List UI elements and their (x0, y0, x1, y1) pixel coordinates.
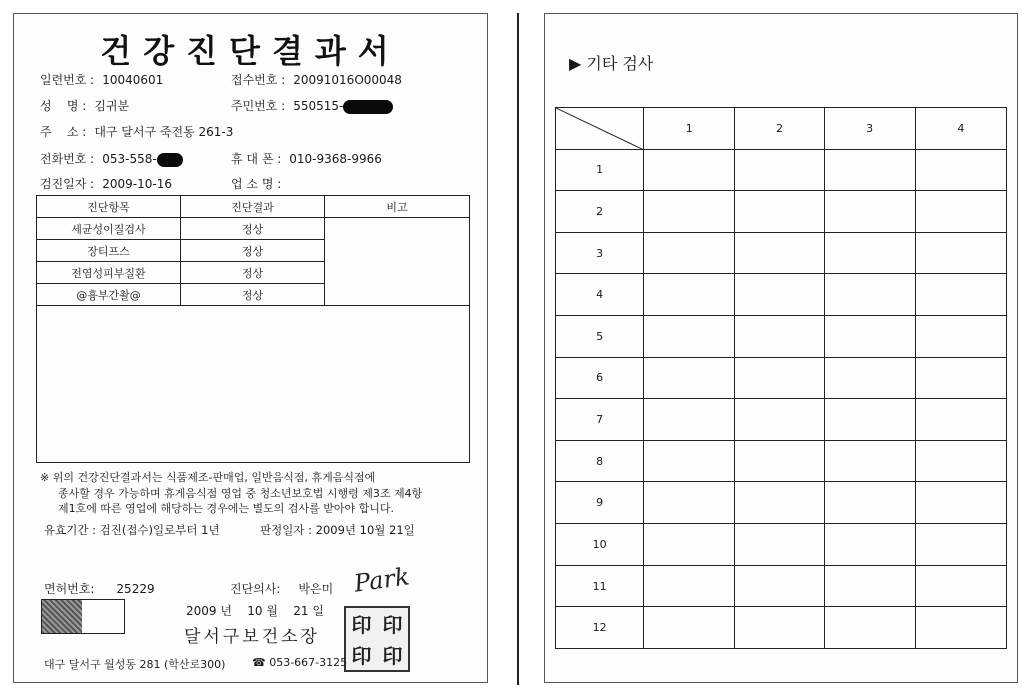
table-header-row (37, 196, 470, 218)
diagnosis-item: 전염성피부질환 (37, 262, 181, 284)
mobile-label: 휴 대 폰 : (231, 152, 282, 166)
diagnosis-item: 장티프스 (37, 240, 181, 262)
grid-cell (824, 274, 915, 316)
grid-row-header: 8 (556, 440, 644, 482)
other-tests-grid (555, 107, 1007, 649)
grid-column-header: 1 (644, 108, 735, 150)
grid-cell (915, 274, 1006, 316)
grid-cell (915, 399, 1006, 441)
grid-cell (824, 440, 915, 482)
resident-label: 주민번호 : (231, 99, 286, 113)
grid-row (556, 524, 1007, 566)
grid-cell (915, 149, 1006, 191)
receipt-value: 20091016O00048 (293, 73, 402, 87)
grid-row-header: 10 (556, 524, 644, 566)
grid-cell (644, 607, 735, 649)
exam-date-value: 2009-10-16 (102, 177, 172, 191)
header-item: 진단항목 (37, 196, 181, 218)
issue-year: 2009 (186, 604, 217, 618)
footer-address: 대구 달서구 월성동 281 (학산로300) (44, 658, 226, 671)
name-label: 성 명 : (40, 99, 87, 113)
grid-column-header: 2 (735, 108, 824, 150)
grid-cell (644, 274, 735, 316)
grid-cell (824, 149, 915, 191)
grid-cell (915, 191, 1006, 233)
serial-label: 일련번호 : (40, 73, 95, 87)
grid-cell (824, 565, 915, 607)
diagnosis-item: @흉부간촬@ (37, 284, 181, 306)
grid-row (556, 399, 1007, 441)
grid-cell (735, 274, 824, 316)
grid-cell (735, 316, 824, 358)
resident-value: 550515- (293, 99, 344, 113)
header-remark: 비고 (325, 196, 470, 218)
grid-cell (735, 399, 824, 441)
grid-cell (735, 149, 824, 191)
mobile-field (231, 150, 382, 167)
address-value: 대구 달서구 죽전동 261-3 (94, 125, 234, 139)
grid-cell (735, 440, 824, 482)
grid-cell (735, 482, 824, 524)
receipt-label: 접수번호 : (231, 73, 286, 87)
grid-column-header: 4 (915, 108, 1006, 150)
grid-cell (644, 524, 735, 566)
grid-row-header: 12 (556, 607, 644, 649)
footer-phone: ☎ 053-667-3125 (252, 656, 348, 669)
license-value: 25229 (116, 582, 155, 596)
grid-row (556, 316, 1007, 358)
grid-cell (735, 357, 824, 399)
grid-row-header: 3 (556, 232, 644, 274)
receipt-number (231, 71, 402, 88)
grid-cell (644, 565, 735, 607)
grid-cell (644, 357, 735, 399)
seal-glyph: 印 (382, 613, 403, 637)
diagnosis-result: 정상 (181, 262, 325, 284)
blank-area-row (37, 306, 470, 463)
notice-line-2: 종사할 경우 가능하며 휴게음식점 영업 중 청소년보호법 시행령 제3조 제4항 (58, 486, 423, 500)
validity-period: 유효기간 : 검진(접수)일로부터 1년 (44, 523, 220, 537)
issue-month-unit: 월 (266, 604, 278, 618)
grid-cell (915, 482, 1006, 524)
grid-cell (644, 191, 735, 233)
grid-row (556, 607, 1007, 649)
grid-corner-cell (556, 108, 644, 150)
grid-cell (735, 607, 824, 649)
seal-glyph: 印 (351, 613, 372, 637)
issue-day: 21 (293, 604, 309, 618)
grid-cell (915, 607, 1006, 649)
grid-cell (644, 232, 735, 274)
diagnosis-table (36, 195, 470, 463)
name-field (40, 97, 129, 114)
license-number (44, 580, 155, 597)
grid-header-row (556, 108, 1007, 150)
grid-row-header: 9 (556, 482, 644, 524)
diagonal-line (556, 108, 644, 150)
mobile-value: 010-9368-9966 (289, 152, 382, 166)
remark-cell (325, 218, 470, 306)
seal-glyph: 印 (351, 644, 372, 668)
business-label: 업 소 명 : (231, 177, 282, 191)
official-seal (344, 606, 410, 672)
grid-cell (735, 232, 824, 274)
grid-row-header: 4 (556, 274, 644, 316)
license-label: 면허번호: (44, 582, 95, 596)
diagnosis-result: 정상 (181, 240, 325, 262)
other-tests-page (544, 13, 1018, 683)
doctor-value: 박은미 (298, 582, 334, 596)
grid-cell (644, 482, 735, 524)
redaction-mark (157, 153, 183, 167)
grid-row (556, 440, 1007, 482)
exam-date-label: 검진일자 : (40, 177, 95, 191)
grid-row (556, 149, 1007, 191)
name-value: 김귀분 (94, 99, 130, 113)
seal-glyph: 印 (382, 644, 403, 668)
grid-cell (824, 316, 915, 358)
issue-date (186, 602, 324, 619)
notice-line-3: 제1호에 따른 영업에 해당하는 경우에는 별도의 검사를 받아야 합니다. (58, 502, 394, 515)
header-result: 진단결과 (181, 196, 325, 218)
grid-row (556, 565, 1007, 607)
grid-cell (915, 316, 1006, 358)
grid-cell (644, 399, 735, 441)
address-field (40, 123, 233, 140)
grid-cell (644, 316, 735, 358)
grid-cell (644, 149, 735, 191)
address-label: 주 소 : (40, 125, 87, 139)
seal-mark-box (41, 599, 125, 634)
grid-row-header: 7 (556, 399, 644, 441)
grid-row-header: 2 (556, 191, 644, 233)
phone-label: 전화번호 : (40, 152, 95, 166)
grid-cell (824, 232, 915, 274)
grid-cell (915, 357, 1006, 399)
grid-cell (915, 524, 1006, 566)
redaction-mark (343, 100, 393, 114)
grid-cell (915, 565, 1006, 607)
grid-cell (644, 440, 735, 482)
phone-field (40, 150, 183, 167)
doctor-label: 진단의사: (230, 582, 281, 596)
grid-row (556, 357, 1007, 399)
grid-row-header: 11 (556, 565, 644, 607)
notice-text (40, 470, 422, 517)
document-title: 건강진단결과서 (100, 32, 401, 70)
notice-mark: ※ (40, 471, 50, 484)
grid-row-header: 5 (556, 316, 644, 358)
page-divider (517, 13, 519, 685)
resident-number (231, 97, 393, 114)
grid-column-header: 3 (824, 108, 915, 150)
diagnosis-result: 정상 (181, 218, 325, 240)
issuer-name: 달서구보건소장 (184, 627, 320, 647)
diagnosis-item: 세균성이질검사 (37, 218, 181, 240)
blank-area (37, 306, 470, 463)
serial-value: 10040601 (102, 73, 164, 87)
grid-cell (824, 524, 915, 566)
grid-row-header: 6 (556, 357, 644, 399)
grid-cell (915, 440, 1006, 482)
doctor-field (230, 580, 333, 597)
grid-row (556, 232, 1007, 274)
issue-year-unit: 년 (220, 604, 232, 618)
issue-day-unit: 일 (312, 604, 324, 618)
phone-value: 053-558- (102, 152, 157, 166)
health-certificate-page (13, 13, 488, 683)
other-tests-title: ▶ 기타 검사 (569, 54, 654, 73)
grid-cell (824, 191, 915, 233)
grid-row-header: 1 (556, 149, 644, 191)
grid-cell (824, 607, 915, 649)
table-row (37, 218, 470, 240)
seal-mark (42, 600, 82, 633)
exam-date-field (40, 175, 172, 192)
grid-cell (824, 399, 915, 441)
doctor-signature: Park (352, 562, 412, 598)
grid-row (556, 482, 1007, 524)
business-field (231, 175, 289, 192)
grid-cell (735, 565, 824, 607)
grid-cell (735, 191, 824, 233)
grid-row (556, 274, 1007, 316)
grid-cell (915, 232, 1006, 274)
notice-line-1: 위의 건강진단결과서는 식품제조-판매업, 일반음식점, 휴게음식점에 (52, 471, 376, 484)
grid-cell (824, 482, 915, 524)
issue-month: 10 (247, 604, 263, 618)
grid-cell (824, 357, 915, 399)
grid-cell (735, 524, 824, 566)
grid-row (556, 191, 1007, 233)
judgment-date: 판정일자 : 2009년 10월 21일 (260, 523, 415, 537)
serial-number (40, 71, 163, 88)
diagnosis-result: 정상 (181, 284, 325, 306)
